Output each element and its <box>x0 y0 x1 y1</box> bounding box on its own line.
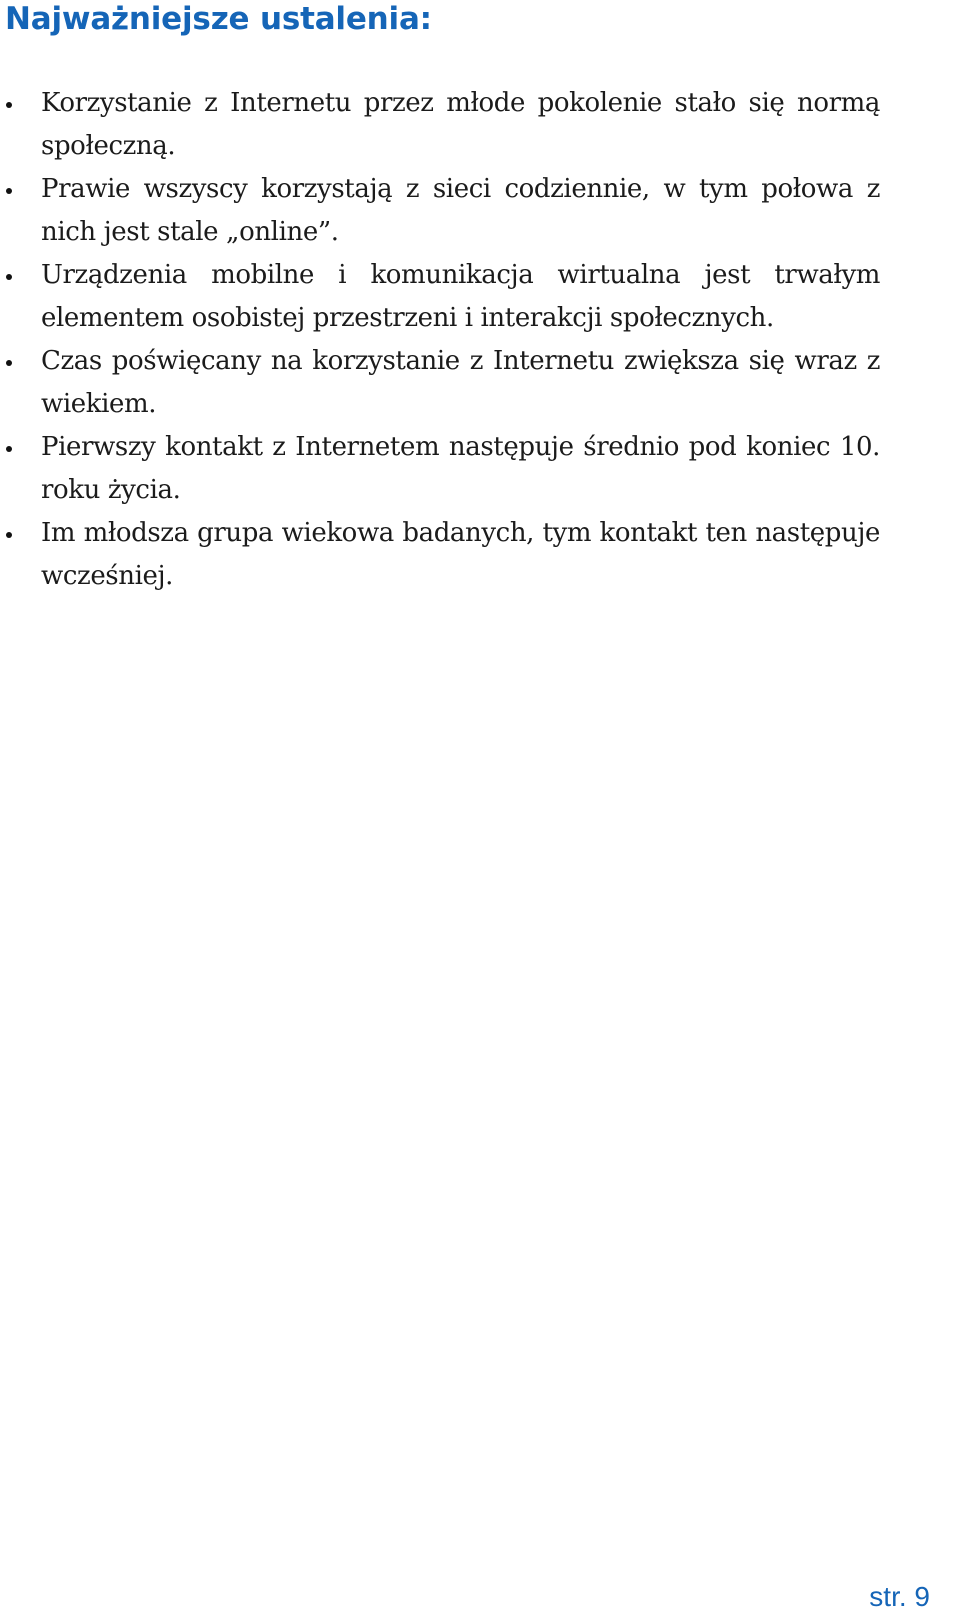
bullet-icon <box>6 532 12 538</box>
list-item-text: Korzystanie z Internetu przez młode pokolenie stało się normą społeczną. <box>41 88 880 161</box>
bullet-icon <box>6 274 12 280</box>
section-heading: Najważniejsze ustalenia: <box>5 1 432 37</box>
bullet-icon <box>6 446 12 452</box>
bullet-icon <box>6 102 12 108</box>
findings-list <box>0 82 960 598</box>
bullet-icon <box>6 360 12 366</box>
list-item <box>0 340 960 426</box>
page-number: str. 9 <box>869 1581 930 1612</box>
list-item-text: Urządzenia mobilne i komunikacja wirtualna jest trwałym elementem osobistej przestrzeni i interakcji społecznych. <box>41 260 880 333</box>
list-item-text: Prawie wszyscy korzystają z sieci codziennie, w tym połowa z nich jest stale „online”. <box>41 174 880 247</box>
bullet-icon <box>6 188 12 194</box>
list-item-text: Im młodsza grupa wiekowa badanych, tym kontakt ten następuje wcześniej. <box>41 518 880 591</box>
list-item-text: Czas poświęcany na korzystanie z Internetu zwiększa się wraz z wiekiem. <box>41 346 880 419</box>
list-item <box>0 254 960 340</box>
list-item <box>0 168 960 254</box>
list-item <box>0 82 960 168</box>
list-item-text: Pierwszy kontakt z Internetem następuje średnio pod koniec 10. roku życia. <box>41 432 880 505</box>
list-item <box>0 426 960 512</box>
list-item <box>0 512 960 598</box>
